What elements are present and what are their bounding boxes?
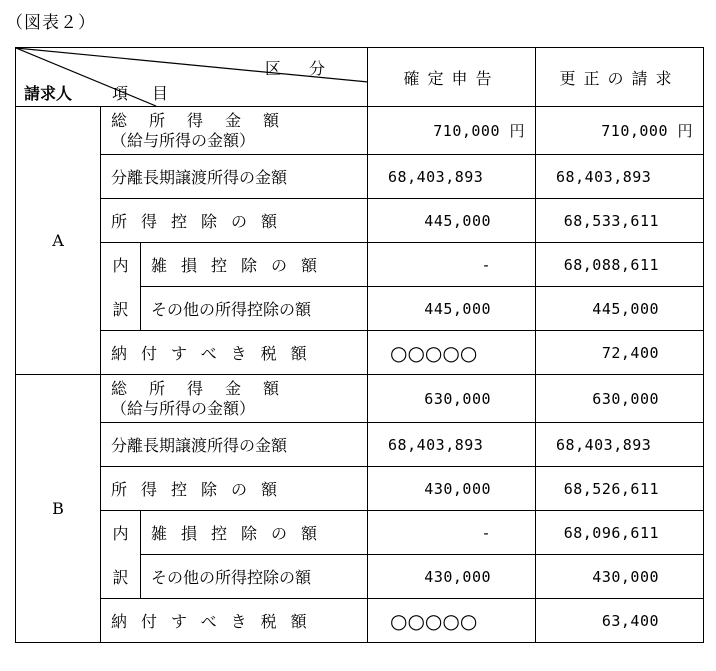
total-income-label: 総所得金額: [111, 378, 302, 398]
a-deduction-kakutei: 445,000: [368, 199, 536, 243]
table-row: [16, 107, 704, 155]
header-requester-label: 請求人: [24, 84, 73, 103]
b-other-deduction-kakutei: 430,000: [368, 555, 536, 599]
tax-comparison-table: [15, 47, 704, 643]
b-total-income-kakutei: 630,000: [368, 375, 536, 423]
b-casualty-loss-label: 雑損控除の額: [141, 511, 368, 555]
table-row: [16, 243, 704, 287]
b-total-income-kosei: 630,000: [536, 375, 704, 423]
b-breakdown-uchi: 内: [101, 511, 141, 555]
requester-b: B: [16, 375, 101, 643]
b-separate-longterm-kakutei: 68,403,893: [368, 423, 536, 467]
a-other-deduction-kosei: 445,000: [536, 287, 704, 331]
a-casualty-loss-kosei: 68,088,611: [536, 243, 704, 287]
a-tax-payable-kakutei: ○○○○○: [368, 331, 536, 375]
b-casualty-loss-kosei: 68,096,611: [536, 511, 704, 555]
b-deduction-kosei: 68,526,611: [536, 467, 704, 511]
table-row: [16, 287, 704, 331]
header-kakutei-shinkoku: 確定申告: [368, 48, 536, 107]
a-separate-longterm-label: 分離長期譲渡所得の金額: [101, 155, 368, 199]
a-breakdown-wake: 訳: [101, 287, 141, 331]
a-casualty-loss-kakutei: -: [368, 243, 536, 287]
a-separate-longterm-kakutei: 68,403,893: [368, 155, 536, 199]
row-label-total-income: [101, 107, 368, 155]
b-separate-longterm-label: 分離長期譲渡所得の金額: [101, 423, 368, 467]
b-tax-payable-kakutei: ○○○○○: [368, 599, 536, 643]
table-row: [16, 555, 704, 599]
a-tax-payable-label: 納付すべき税額: [101, 331, 368, 375]
total-income-label: 総所得金額: [111, 110, 302, 130]
b-deduction-kakutei: 430,000: [368, 467, 536, 511]
b-tax-payable-label: 納付すべき税額: [101, 599, 368, 643]
b-separate-longterm-kosei: 68,403,893: [536, 423, 704, 467]
header-corner-cell: [16, 48, 368, 107]
figure-caption: （図表２）: [6, 13, 96, 33]
a-tax-payable-kosei: 72,400: [536, 331, 704, 375]
b-deduction-label: 所得控除の額: [101, 467, 368, 511]
header-kubun-label: 区分: [265, 59, 354, 78]
table-row: [16, 375, 704, 423]
table-row: [16, 467, 704, 511]
table-row: [16, 155, 704, 199]
a-total-income-kosei: 710,000 円: [536, 107, 704, 155]
a-casualty-loss-label: 雑損控除の額: [141, 243, 368, 287]
a-other-deduction-label: その他の所得控除の額: [141, 287, 368, 331]
salary-income-label: （給与所得の金額）: [111, 130, 256, 150]
requester-a: A: [16, 107, 101, 375]
table-row: [16, 423, 704, 467]
a-deduction-label: 所得控除の額: [101, 199, 368, 243]
header-kosei-no-seikyu: 更正の請求: [536, 48, 704, 107]
header-item-label: 項目: [112, 84, 193, 103]
b-casualty-loss-kakutei: -: [368, 511, 536, 555]
b-other-deduction-label: その他の所得控除の額: [141, 555, 368, 599]
salary-income-label: （給与所得の金額）: [111, 398, 256, 418]
b-other-deduction-kosei: 430,000: [536, 555, 704, 599]
a-total-income-kakutei: 710,000 円: [368, 107, 536, 155]
b-breakdown-wake: 訳: [101, 555, 141, 599]
table-row: [16, 199, 704, 243]
header-row: [16, 48, 704, 107]
table-row: [16, 511, 704, 555]
row-label-total-income: [101, 375, 368, 423]
table-row: [16, 331, 704, 375]
a-other-deduction-kakutei: 445,000: [368, 287, 536, 331]
table-row: [16, 599, 704, 643]
a-separate-longterm-kosei: 68,403,893: [536, 155, 704, 199]
a-breakdown-uchi: 内: [101, 243, 141, 287]
b-tax-payable-kosei: 63,400: [536, 599, 704, 643]
a-deduction-kosei: 68,533,611: [536, 199, 704, 243]
